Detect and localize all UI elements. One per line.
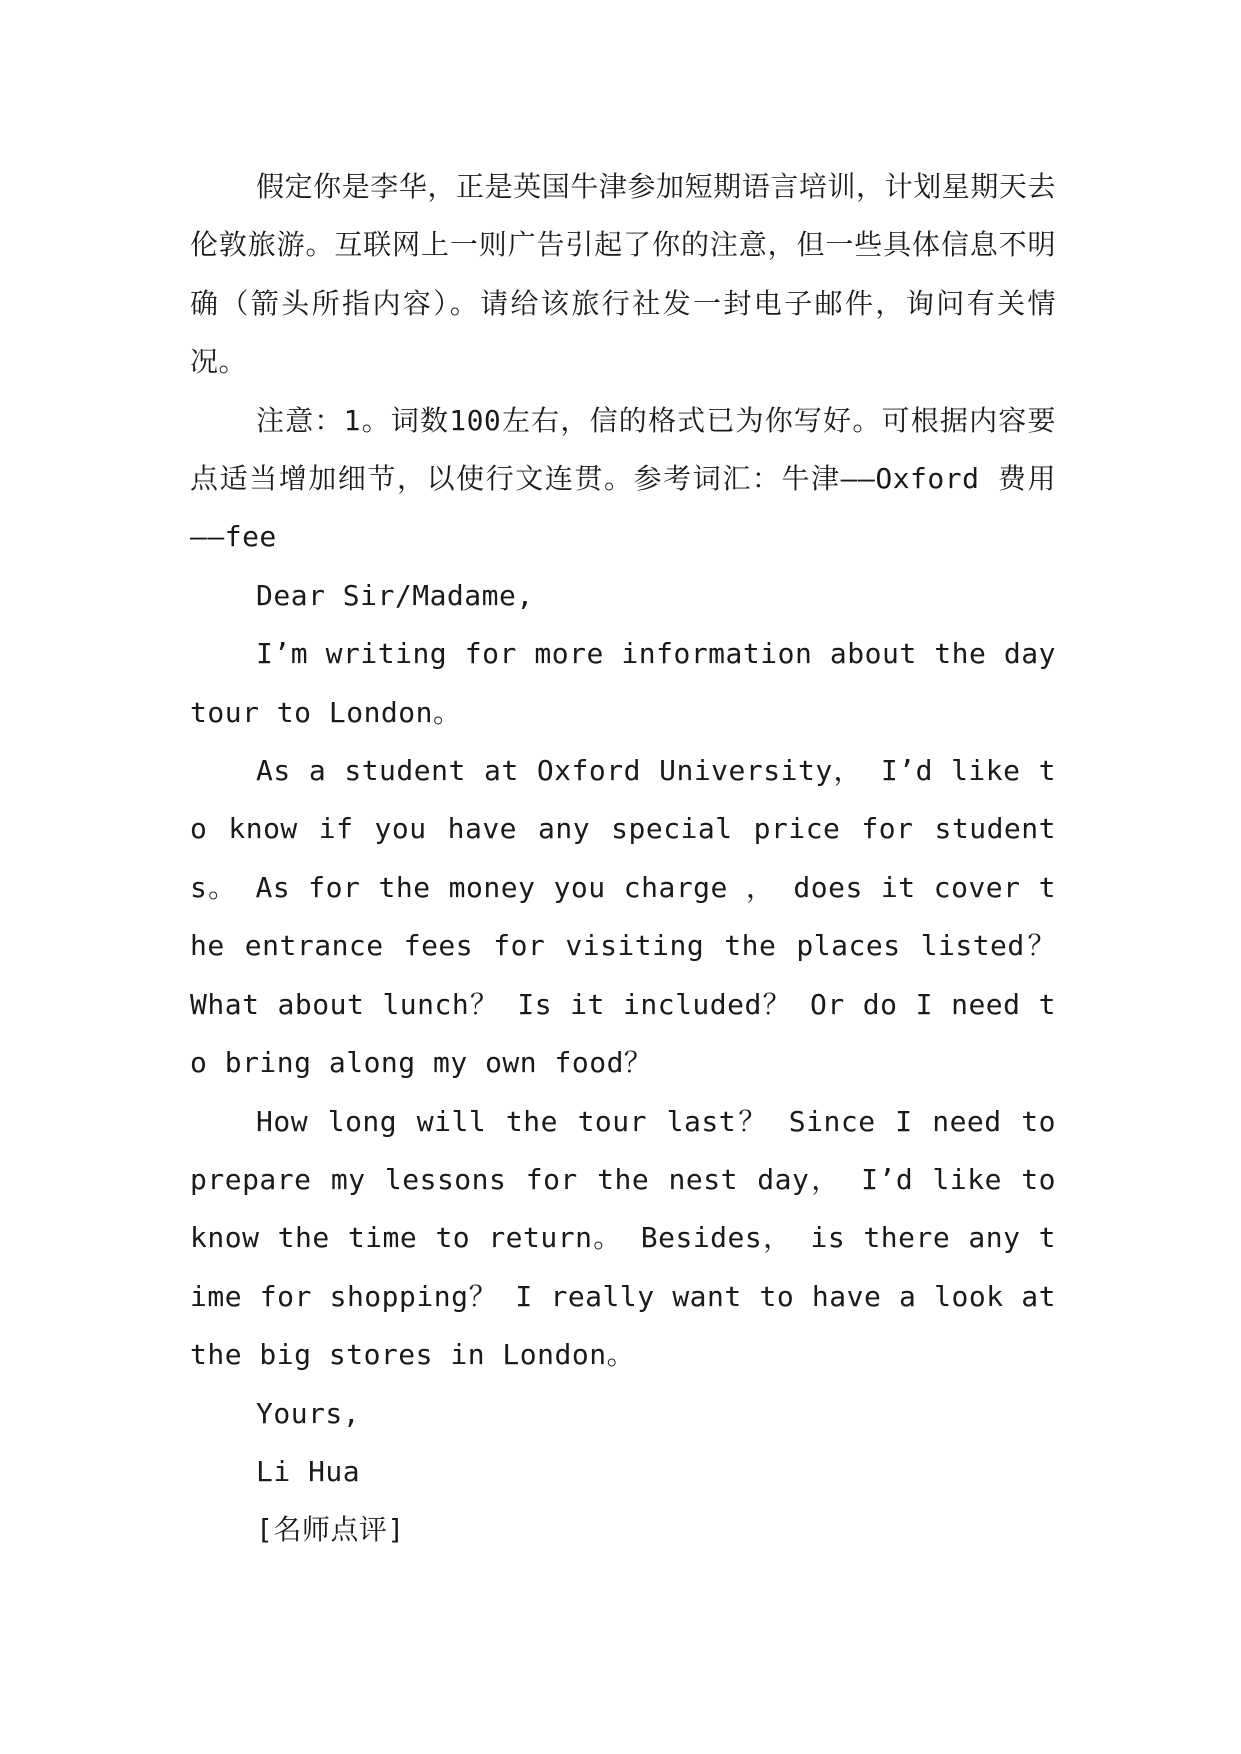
document-body [190,158,1056,1560]
task-prompt: 假定你是李华，正是英国牛津参加短期语言培训，计划星期天去伦敦旅游。互联网上一则广告引起了你的注意，但一些具体信息不明确（箭头所指内容）。请给该旅行社发一封电子邮件，询问有关情况。 [190,170,1056,379]
letter-salutation: Dear Sir/Madame, [256,578,534,612]
letter-signature: Li Hua [256,1454,361,1488]
letter-paragraph-1: I’m writing for more information about the day tour to London。 [190,637,1056,729]
section-heading: [名师点评] [256,1513,405,1547]
writing-notes: 注意：1。词数100左右，信的格式已为你写好。可根据内容要点适当增加细节，以使行文连贯。参考词汇：牛津——Oxford 费用——fee [190,403,1056,554]
letter-paragraph-2: As a student at Oxford University， I’d like to know if you have any special price for students。 As for the money you charge ， does it cover the entrance fees for visiting the places listed？ What about lunch？ Is it included？ Or do I need to bring along my own food？ [190,754,1056,1080]
letter-paragraph-3: How long will the tour last？ Since I need to prepare my lessons for the nest day， I’d like to know the time to return。 Besides， is there any time for shopping？ I really want to have a look at the big stores in London。 [190,1104,1056,1372]
letter-closing: Yours, [256,1396,361,1430]
